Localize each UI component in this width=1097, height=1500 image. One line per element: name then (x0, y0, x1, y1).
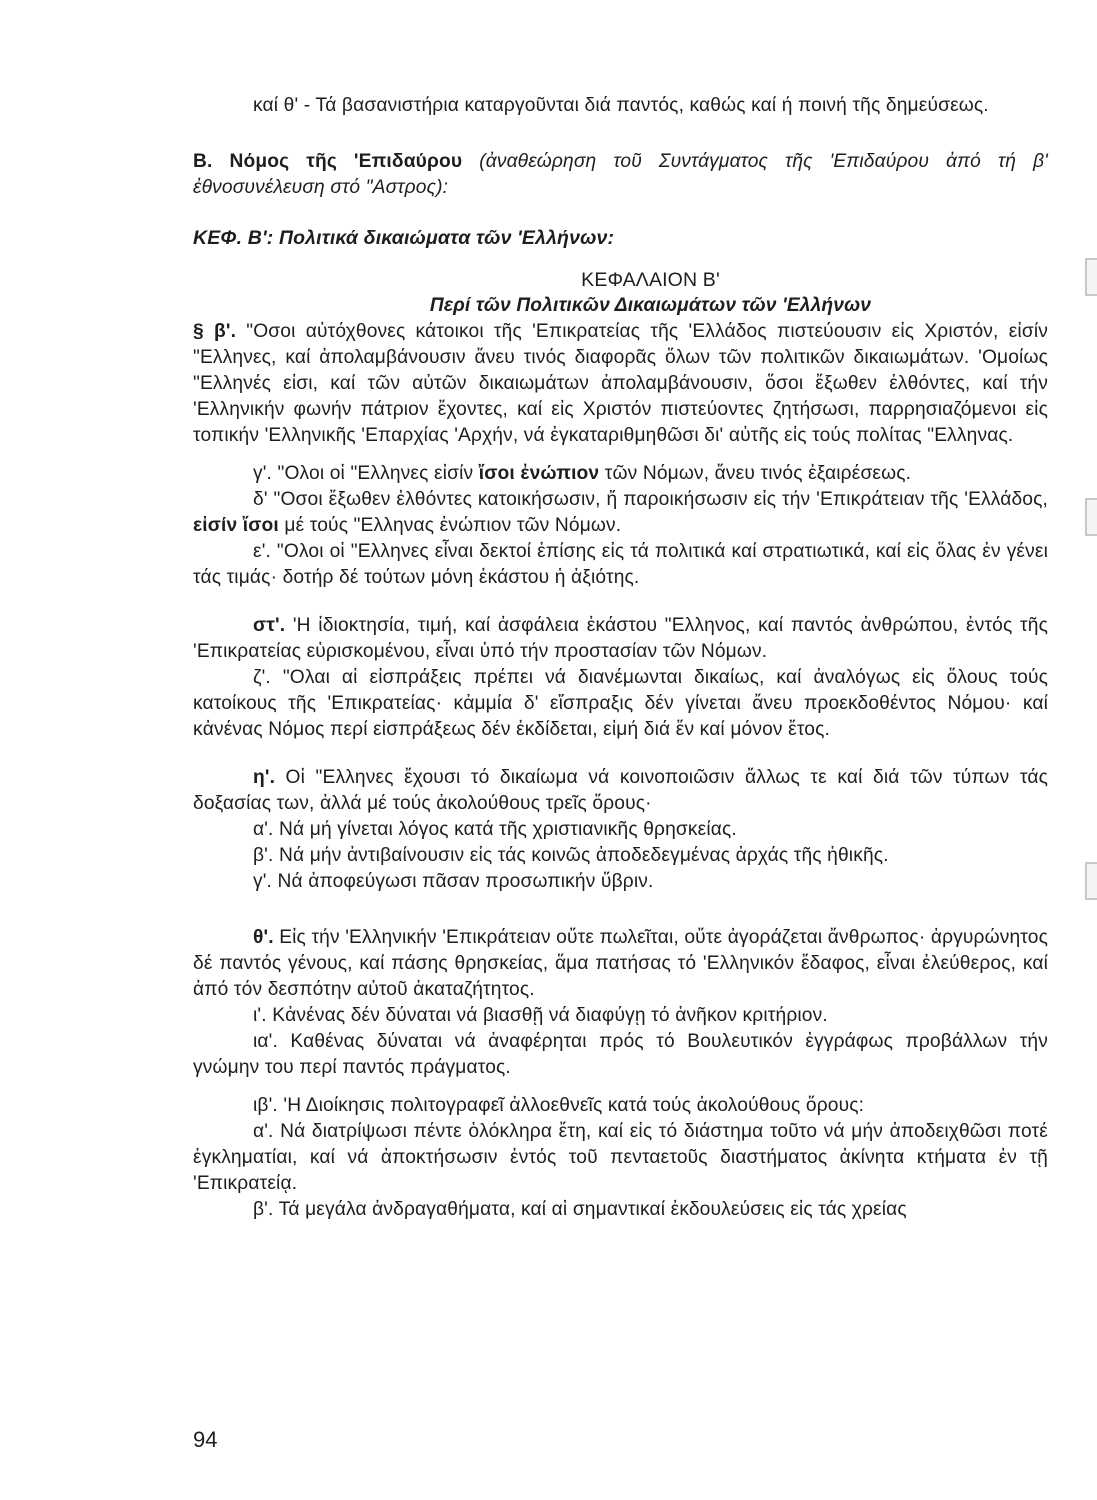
kefalaion-title: Περί τῶν Πολιτικῶν Δικαιωμάτων τῶν 'Ελλήνων (429, 295, 872, 316)
article-theta-text: Εἰς τήν 'Ελληνικήν 'Επικράτειαν οὔτε πωλεῖται, οὔτε ἀγοράζεται ἄνθρωπος· ἀργυρώνητος δέ παντός γένους, καί πάσης θρησκείας, ἅμα πατήσας τό 'Ελληνικόν ἔδαφος, εἶναι ἐλεύθερος, καί ἀπό τόν δεσπότην αὐτοῦ ἀκαταζήτητος. (193, 927, 1048, 1000)
article-gamma-text: γ'. "Ολοι οἱ "Ελληνες εἰσίν (253, 463, 479, 484)
section-b-note: (ἀναθεώρηση τοῦ Συντάγματος τῆς 'Επιδαύρου ἀπό τή β' ἐθνοσυνέλευση στό "Αστρος): (193, 151, 1048, 198)
chapter-heading: ΚΕΦ. Β': Πολιτικά δικαιώματα τῶν 'Ελλήνων: (193, 227, 615, 249)
article-delta-text: δ' "Οσοι ἔξωθεν ἐλθόντες κατοικήσωσιν, ἤ παροικήσωσιν εἰς τήν 'Επικράτειαν τῆς 'Ελλάδος, (253, 489, 1048, 510)
article-eta (193, 765, 1048, 817)
article-eta-condition-2: β'. Νά μήν ἀντιβαίνουσιν εἰς τάς κοινῶς ἀποδεδεγμένας ἀρχάς τῆς ἠθικῆς. (253, 845, 889, 866)
page-edge-mark (1085, 862, 1097, 900)
intro-paragraph: καί θ' - Τά βασανιστήρια καταργοῦνται διά παντός, καθώς καί ή ποινή τῆς δημεύσεως. (253, 95, 989, 116)
article-eta-text: Οἱ "Ελληνες ἔχουσι τό δικαίωμα νά κοινοποιῶσιν ἄλλως τε καί διά τῶν τύπων τάς δοξασίας των, ἀλλά μέ τούς ἀκολούθους τρεῖς ὅρους· (193, 767, 1048, 814)
article-eta-mark: η'. (253, 767, 276, 788)
section-b-heading (193, 149, 1048, 201)
article-beta (193, 319, 1048, 449)
article-eta-condition-3: γ'. Νά ἀποφεύγωσι πᾶσαν προσωπικήν ὕβριν. (253, 871, 654, 892)
article-st (193, 613, 1048, 665)
article-eta-condition-1: α'. Νά μή γίνεται λόγος κατά τῆς χριστιανικῆς θρησκείας. (253, 819, 737, 840)
article-ia: ια'. Καθένας δύναται νά ἀναφέρηται πρός τό Βουλευτικόν ἐγγράφως προβάλλων τήν γνώμην του περί παντός πράγματος. (193, 1031, 1048, 1078)
article-beta-text: "Οσοι αὐτόχθονες κάτοικοι τῆς 'Επικρατείας τῆς 'Ελλάδος πιστεύουσιν εἰς Χριστόν, εἰσίν "Ελληνες, καί ἀπολαμβάνουσιν ἄνευ τινός διαφορᾶς ὅλων τῶν πολιτικῶν δικαιωμάτων. 'Ομοίως "Ελληνές εἰσι, καί τῶν αὐτῶν δικαιωμάτων ἀπολαμβάνουσιν, ὅσοι ἔξωθεν ἐλθόντες, καί τήν 'Ελληνικήν φωνήν πάτριον ἔχοντες, καί εἰς Χριστόν πιστεύοντες ζητήσωσι, παρρησιαζόμενοι εἰς τοπικήν 'Ελληνικῆς 'Επαρχίας 'Αρχήν, νά ἐγκαταριθμηθῶσι δι' αὐτῆς εἰς τούς πολίτας "Ελληνας. (193, 321, 1048, 446)
article-iota: ι'. Κἀνένας δέν δύναται νά βιασθῇ νά διαφύγῃ τό ἀνῆκον κριτήριον. (253, 1005, 828, 1026)
section-b-label: Β. Νόμος τῆς 'Επιδαύρου (193, 151, 463, 172)
article-delta-text-end: μέ τούς "Ελληνας ἐνώπιον τῶν Νόμων. (278, 515, 622, 536)
article-st-mark: στ'. (253, 615, 286, 636)
article-theta-mark: θ'. (253, 927, 274, 948)
article-ib-condition-2: β'. Τά μεγάλα ἀνδραγαθήματα, καί αἱ σημαντικαί ἐκδουλεύσεις εἰς τάς χρείας (253, 1199, 907, 1220)
article-gamma (193, 461, 1048, 487)
page-number: 94 (193, 1427, 218, 1452)
article-gamma-emphasis: ἴσοι ἐνώπιον (478, 463, 600, 484)
article-epsilon: ε'. "Ολοι οἱ "Ελληνες εἶναι δεκτοί ἐπίσης εἰς τά πολιτικά καί στρατιωτικά, καί εἰς ὅλας ἐν γένει τάς τιμάς· δοτήρ δέ τούτων μόνη ἑκάστου ἡ ἀξιότης. (193, 541, 1048, 588)
article-beta-mark: § β'. (193, 321, 237, 342)
article-gamma-text-end: τῶν Νόμων, ἄνευ τινός ἐξαιρέσεως. (599, 463, 912, 484)
article-theta (193, 925, 1048, 1003)
article-st-text: 'Η ἰδιοκτησία, τιμή, καί ἀσφάλεια ἑκάστου "Ελληνος, καί παντός ἀνθρώπου, ἐντός τῆς 'Επικρατείας εὑρισκομένου, εἶναι ὑπό τήν προστασίαν τῶν Νόμων. (193, 615, 1048, 662)
text-column (193, 93, 1048, 1223)
page-edge-mark (1085, 498, 1097, 536)
article-ib-condition-1: α'. Νά διατρίψωσι πέντε ὁλόκληρα ἔτη, καί εἰς τό διάστημα τοῦτο νά μήν ἀποδειχθῶσι ποτέ ἐγκληματίαι, καί νά ἀποκτήσωσιν ἐντός τοῦ πενταετοῦς διαστήματος ἀκίνητα κτήματα ἐν τῇ 'Επικρατείᾳ. (193, 1121, 1048, 1194)
article-delta (193, 487, 1048, 539)
article-delta-emphasis: εἰσίν ἴσοι (193, 515, 279, 536)
article-ib: ιβ'. 'Η Διοίκησις πολιτογραφεῖ ἀλλοεθνεῖς κατά τούς ἀκολούθους ὅρους: (253, 1095, 865, 1116)
article-zeta: ζ'. "Ολαι αἱ εἰσπράξεις πρέπει νά διανέμωνται δικαίως, καί ἀναλόγως εἰς ὅλους τούς κατοίκους τῆς 'Επικρατείας· κἀμμία δ' εἴσπραξις δέν γίνεται ἄνευ προεκδοθέντος Νόμου· καί κἀνένας Νόμος περί εἰσπράξεως δέν ἐκδίδεται, εἰμή διά ἕν καί μόνον ἔτος. (193, 667, 1048, 740)
kefalaion-heading: ΚΕΦΑΛΑΙΟΝ Β' (581, 269, 720, 291)
page-edge-mark (1085, 258, 1097, 296)
